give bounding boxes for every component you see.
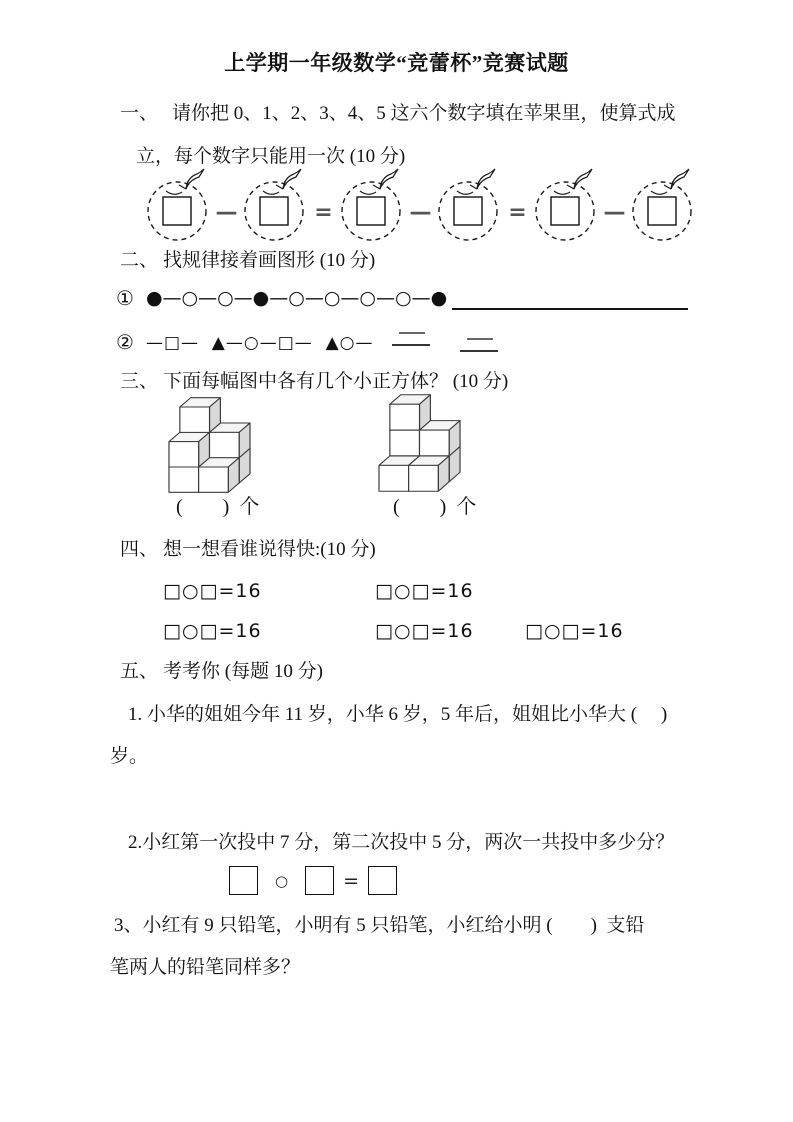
- answer-blank[interactable]: [392, 332, 430, 346]
- q2-heading-text: 找规律接着画图形 (10 分): [163, 250, 376, 271]
- q3-number: 三、: [120, 371, 159, 392]
- minus-operator: —: [409, 199, 432, 225]
- item1-label: ①: [116, 286, 134, 310]
- q5-item2-line1: 2.小红第一次投中 7 分，第二次投中 5 分，两次一共投中多少分？: [128, 832, 675, 853]
- cube-figure-1: [168, 396, 252, 494]
- minus-operator: —: [215, 199, 238, 225]
- apple-answer-box[interactable]: [626, 167, 700, 243]
- equals-operator: =: [314, 199, 333, 225]
- q1-text-line1: 请你把 0、1、2、3、4、5 这六个数字填在苹果里，使算式成: [172, 103, 676, 124]
- q5-heading-text: 考考你 (每题 10 分): [163, 661, 323, 682]
- answer-box[interactable]: [368, 866, 397, 895]
- operator-circle: ○: [275, 871, 289, 890]
- answer-square[interactable]: [260, 197, 288, 225]
- cube-figure-2: [378, 393, 462, 493]
- equation: □○□=16: [163, 620, 262, 642]
- answer-blank[interactable]: [460, 338, 498, 352]
- q2-item1: [116, 285, 447, 313]
- answer-line[interactable]: [452, 288, 688, 310]
- q5-item3-line2: 笔两人的铅笔同样多？: [110, 957, 301, 978]
- q5-heading: [120, 659, 323, 685]
- apple-answer-box[interactable]: [529, 167, 603, 243]
- cube-count-label-2: ( ) 个: [393, 496, 477, 518]
- q2-item2: [116, 329, 374, 357]
- apple-answer-box[interactable]: [238, 167, 312, 243]
- minus-operator: —: [603, 199, 626, 225]
- apple-answer-box[interactable]: [335, 167, 409, 243]
- q1-text-line2: 立，每个数字只能用一次 (10 分): [136, 146, 406, 167]
- answer-square[interactable]: [551, 197, 579, 225]
- cube-count-label-1: ( ) 个: [176, 496, 260, 518]
- apple-answer-box[interactable]: [432, 167, 506, 243]
- q4-heading-text: 想一想看谁说得快:(10 分): [163, 539, 376, 560]
- q1-number: 一、: [120, 103, 159, 124]
- answer-box[interactable]: [229, 866, 258, 895]
- apple-answer-box[interactable]: [141, 167, 215, 243]
- pattern-sequence-1: ●—○—○—●—○—○—○—○—●: [145, 287, 448, 309]
- answer-square[interactable]: [648, 197, 676, 225]
- q2-heading: [120, 248, 375, 274]
- answer-square[interactable]: [163, 197, 191, 225]
- q3-heading-text: 下面每幅图中各有几个小正方体？ (10 分): [163, 371, 509, 392]
- pattern-sequence-2: —□— ▲—○—□— ▲○—: [145, 333, 374, 353]
- q5-item3-line1: 3、小红有 9 只铅笔，小明有 5 只铅笔，小红给小明 ( ) 支铅: [114, 915, 645, 936]
- answer-box[interactable]: [305, 866, 334, 895]
- item2-label: ②: [116, 330, 134, 354]
- q4-heading: [120, 537, 376, 563]
- q3-heading: [120, 369, 508, 395]
- equals-operator: =: [508, 199, 527, 225]
- q5-item1-line1: 1. 小华的姐姐今年 11 岁，小华 6 岁，5 年后，姐姐比小华大 ( ): [128, 704, 668, 725]
- page-title: 上学期一年级数学“竞蕾杯”竞赛试题: [224, 51, 569, 75]
- equation: □○□=16: [163, 580, 262, 602]
- q5-number: 五、: [120, 661, 159, 682]
- equation: □○□=16: [525, 620, 624, 642]
- answer-square[interactable]: [357, 197, 385, 225]
- q5-item2-answer-row: [229, 866, 397, 895]
- apple-equation-row: [141, 167, 701, 243]
- equation: □○□=16: [375, 620, 474, 642]
- equals-sign: =: [343, 869, 360, 892]
- equation: □○□=16: [375, 580, 474, 602]
- answer-square[interactable]: [454, 197, 482, 225]
- q2-number: 二、: [120, 250, 159, 271]
- q5-item1-line2: 岁。: [110, 746, 149, 767]
- q1-line1: [120, 101, 676, 127]
- q4-number: 四、: [120, 539, 159, 560]
